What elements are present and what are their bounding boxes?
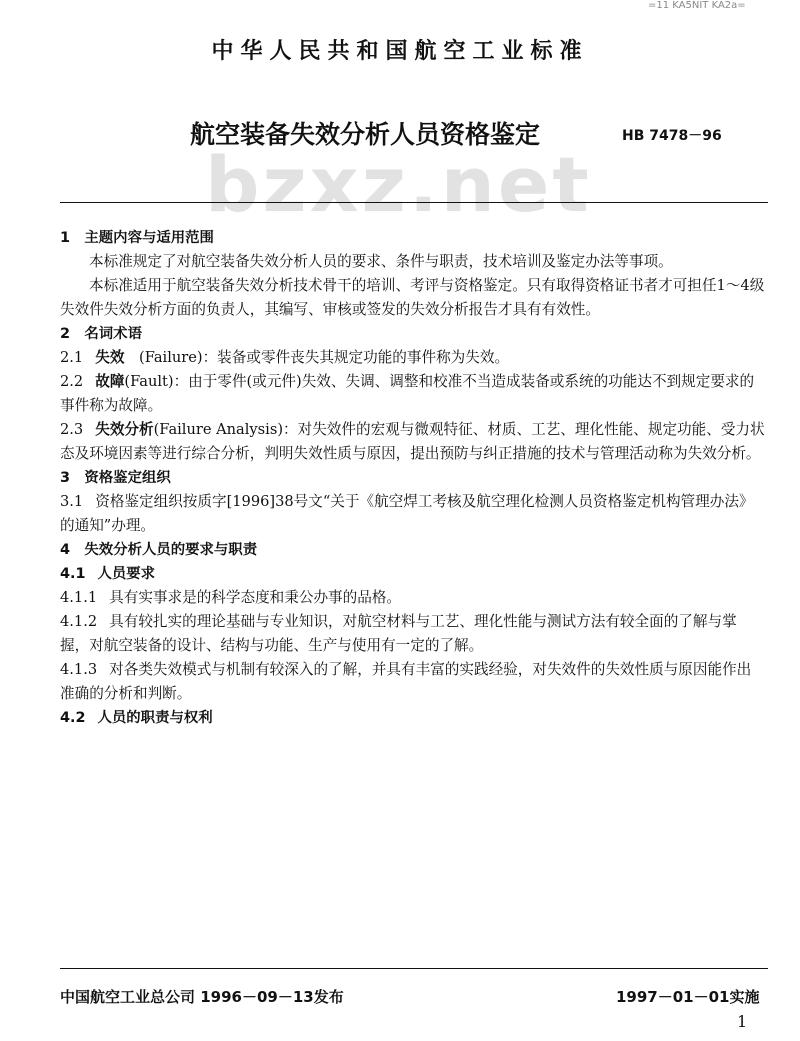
subsection-4-2 [60,706,765,730]
clause-number: 3.1 [60,493,84,510]
clause-term: 失效分析 [95,421,154,438]
clause-term: 失效 [95,349,125,366]
clause-text: 具有实事求是的科学态度和秉公办事的品格。 [109,589,402,606]
clause-number: 2.3 [60,421,84,438]
clause-number: 4.1.2 [60,613,98,630]
clause-text: (Fault)：由于零件(或元件)失效、失调、调整和校准不当造成装备或系统的功能达不到规定要求的事件称为故障。 [60,373,755,414]
clause-text: 具有较扎实的理论基础与专业知识，对航空材料与工艺、理化性能与测试方法有较全面的了解与掌握，对航空装备的设计、结构与功能、生产与使用有一定的了解。 [60,613,737,654]
clause-number: 4.1.1 [60,589,98,606]
clause-2-1 [60,346,765,370]
section-1-paragraph-2: 本标准适用于航空装备失效分析技术骨干的培训、考评与资格鉴定。只有取得资格证书者才可担任1～4级失效件失效分析方面的负责人，其编写、审核或签发的失效分析报告才具有有效性。 [60,277,765,318]
section-1-heading: 1 主题内容与适用范围 [60,230,214,246]
clause-4-1-3 [60,658,765,706]
clause-3-1 [60,490,765,538]
clause-text: 对各类失效模式与机制有较深入的了解，并具有丰富的实践经验，对失效件的失效性质与原因能作出准确的分析和判断。 [60,661,752,702]
clause-text: 资格鉴定组织按质字[1996]38号文“关于《航空焊工考核及航空理化检测人员资格鉴定机构管理办法》的通知”办理。 [60,493,754,534]
effective-date: 1997－01－01实施 [616,988,760,1006]
corner-mark: =11 KA5NIT KA2a= [648,0,746,11]
clause-number: 2.1 [60,349,84,366]
subsection-4-1 [60,562,765,586]
section-3-heading: 3 资格鉴定组织 [60,470,171,486]
watermark: bzxz.net [205,140,592,229]
clause-text: (Failure Analysis)：对失效件的宏观与微观特征、材质、工艺、理化性能、规定功能、受力状态及环境因素等进行综合分析，判明失效性质与原因，提出预防与纠正措施的技术与管理活动称为失效分析。 [60,421,765,462]
clause-number: 4.2 [60,710,86,726]
subsection-title: 人员要求 [97,566,156,582]
clause-number: 4.1.3 [60,661,98,678]
section-1-paragraph-1: 本标准规定了对航空装备失效分析人员的要求、条件与职责，技术培训及鉴定办法等事项。 [89,253,673,270]
section-4-heading: 4 失效分析人员的要求与职责 [60,542,258,558]
section-2-heading: 2 名词术语 [60,326,142,342]
doc-code: HB 7478－96 [622,128,722,144]
issuer-date: 中国航空工业总公司 1996－09－13发布 [60,988,344,1006]
clause-4-1-1 [60,586,765,610]
clause-number: 4.1 [60,566,86,582]
doc-title: 航空装备失效分析人员资格鉴定 [190,120,541,149]
clause-4-1-2 [60,610,765,658]
document-body [60,226,765,730]
footer-divider [60,968,768,969]
page-number: 1 [737,1012,748,1031]
clause-text: (Failure)：装备或零件丧失其规定功能的事件称为失效。 [124,349,510,366]
clause-2-3 [60,418,765,466]
clause-number: 2.2 [60,373,84,390]
clause-term: 故障 [95,373,125,390]
clause-2-2 [60,370,765,418]
subsection-title: 人员的职责与权利 [97,710,213,726]
org-title: 中华人民共和国航空工业标准 [211,39,589,64]
header-divider [60,202,768,203]
